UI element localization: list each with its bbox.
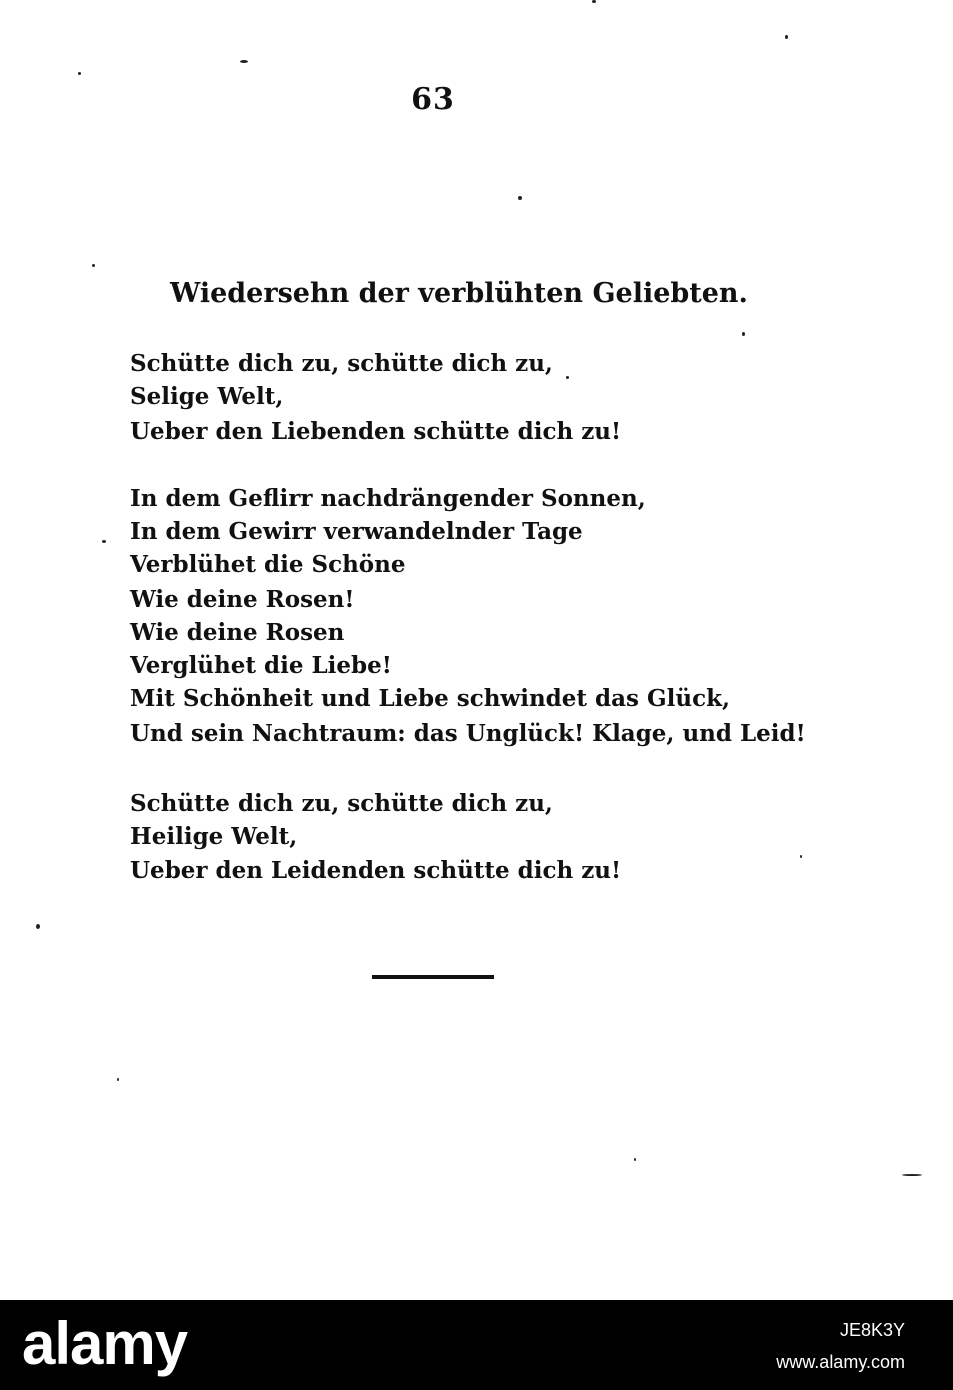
print-speck <box>78 72 81 75</box>
print-speck <box>634 1158 636 1161</box>
poem-line: Schütte dich zu, schütte dich zu, <box>130 350 553 377</box>
poem-line: Mit Schönheit und Liebe schwindet das Glück, <box>130 685 731 712</box>
poem-line: Wie deine Rosen <box>130 619 345 646</box>
print-speck <box>102 540 106 543</box>
watermark-url: www.alamy.com <box>776 1352 905 1372</box>
poem-line: Verglühet die Liebe! <box>130 652 392 679</box>
print-speck <box>566 376 569 379</box>
poem-line: Heilige Welt, <box>130 823 298 850</box>
poem-line: Ueber den Liebenden schütte dich zu! <box>130 418 622 445</box>
print-speck <box>592 0 596 3</box>
poem-title: Wiedersehn der verblühten Geliebten. <box>170 278 748 309</box>
image-id: JE8K3Y <box>839 1320 905 1340</box>
poem-line: In dem Geflirr nachdrängender Sonnen, <box>130 485 646 512</box>
print-speck <box>800 855 802 858</box>
poem-line: Selige Welt, <box>130 383 284 410</box>
alamy-logo: alamy <box>22 1310 188 1377</box>
print-speck <box>902 1174 922 1176</box>
print-speck <box>785 35 788 39</box>
poem-line: Und sein Nachtraum: das Unglück! Klage, und Leid! <box>130 720 806 747</box>
poem-line: Schütte dich zu, schütte dich zu, <box>130 790 553 817</box>
poem-line: Ueber den Leidenden schütte dich zu! <box>130 857 622 884</box>
end-rule <box>372 975 494 979</box>
print-speck <box>36 924 40 929</box>
print-speck <box>92 264 95 267</box>
watermark-footer <box>0 1300 953 1390</box>
print-speck <box>742 332 745 336</box>
print-speck <box>240 60 248 63</box>
poem-line: Verblühet die Schöne <box>130 551 406 578</box>
poem-line: Wie deine Rosen! <box>130 586 355 613</box>
poem-line: In dem Gewirr verwandelnder Tage <box>130 518 583 545</box>
print-speck <box>117 1078 119 1081</box>
print-speck <box>518 196 522 200</box>
page-number: 63 <box>411 82 455 117</box>
